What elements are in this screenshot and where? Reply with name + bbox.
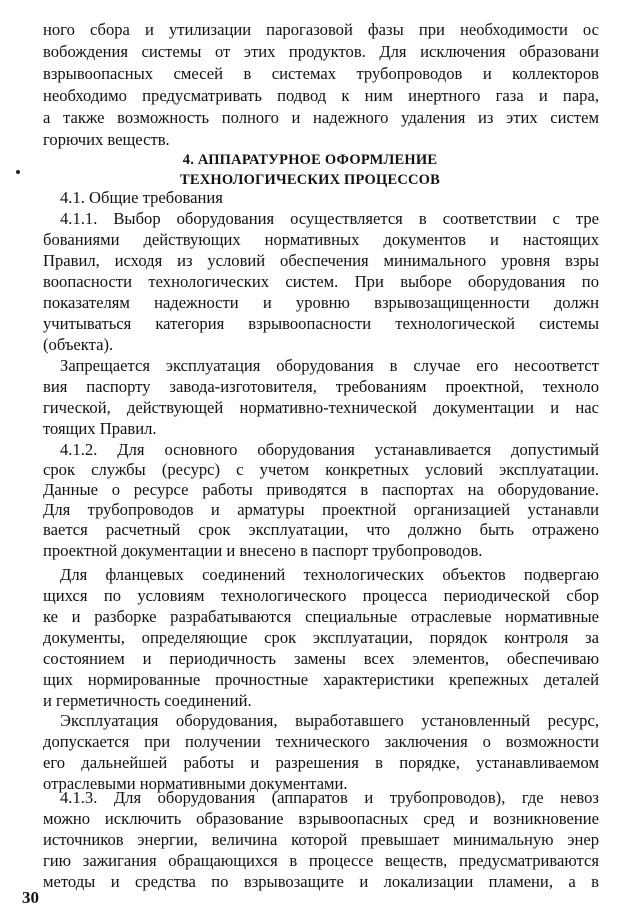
text-line: Правил, исходя из условий обеспечения минимального уровня взры [43,251,599,270]
text-line: можно исключить образование взрывоопасных сред и возникновение [43,809,599,828]
text-line: щихся по условиям технологического процесса периодической сбор [43,586,599,605]
text-line: Для трубопроводов и арматуры проектной организацией устанавли [43,500,599,519]
text-line: вается расчетный срок эксплуатации, что должно быть отражено [43,520,599,539]
text-line: проектной документации и внесено в паспорт трубопроводов. [43,541,483,560]
page-number: 30 [22,888,39,907]
text-line: 4.1.3. Для оборудования (аппаратов и трубопроводов), где невоз [60,788,599,807]
text-line: (объекта). [43,335,114,354]
text-line: бованиями действующих нормативных документов и настоящих [43,230,599,249]
text-line: 4.1.1. Выбор оборудования осуществляется в соответствии с тре [60,209,599,228]
text-line: необходимо предусматривать подвод к ним инертного газа и пара, [43,86,599,105]
text-line: гию зажигания обращающихся в процессе веществ, предусматриваются [43,851,599,870]
text-line: отраслевыми нормативными документами. [43,774,348,793]
text-line: гической, действующей нормативно-технической документации и нас [43,398,599,417]
text-line: его дальнейшей работы и разрешения в порядке, устанавливаемом [43,753,599,772]
text-line: вобождения системы от этих продуктов. Для исключения образовани [43,42,599,61]
text-line: показателям надежности и уровню взрывозащищенности должн [43,293,599,312]
text-line: состоянием и периодичность замены всех элементов, обеспечиваю [43,649,599,668]
subsection-title: 4.1. Общие требования [60,188,223,207]
text-line: ного сбора и утилизации парогазовой фазы при необходимости ос [43,20,599,39]
text-line: воопасности технологических систем. При выборе оборудования по [43,272,599,291]
text-line: Запрещается эксплуатация оборудования в случае его несоответст [60,356,599,375]
text-line: горючих веществ. [43,130,170,149]
text-line: учитываться категория взрывоопасности технологической системы [43,314,599,333]
text-line: щих нормированные прочностные характеристики крепежных деталей [43,670,599,689]
text-line: взрывоопасных смесей в системах трубопроводов и коллекторов [43,64,599,83]
text-line: вия паспорту завода-изготовителя, требованиям проектной, техноло [43,377,599,396]
text-line: и герметичность соединений. [43,691,252,710]
text-line: допускается при получении технического заключения о возможности [43,732,599,751]
text-line: а также возможность полного и надежного удаления из этих систем [43,108,599,127]
section-heading: 4. АППАРАТУРНОЕ ОФОРМЛЕНИЕ [182,152,438,168]
text-line: источников энергии, величина которой превышает минимальную энер [43,830,599,849]
text-line: методы и средства по взрывозащите и локализации пламени, а в [43,872,599,891]
text-line: срок службы (ресурс) с учетом конкретных условий эксплуатации. [43,460,599,479]
text-line: Для фланцевых соединений технологических объектов подвергаю [60,565,599,584]
text-line: Эксплуатация оборудования, выработавшего установленный ресурс, [60,711,599,730]
text-line: документы, определяющие срок эксплуатации, порядок контроля за [43,628,599,647]
text-line: Данные о ресурсе работы приводятся в паспортах на оборудование. [43,480,599,499]
section-heading: ТЕХНОЛОГИЧЕСКИХ ПРОЦЕССОВ [179,172,441,188]
text-line: тоящих Правил. [43,419,157,438]
text-line: 4.1.2. Для основного оборудования устанавливается допустимый [60,440,599,459]
text-line: ке и разборке разрабатываются специальные отраслевые нормативные [43,607,599,626]
